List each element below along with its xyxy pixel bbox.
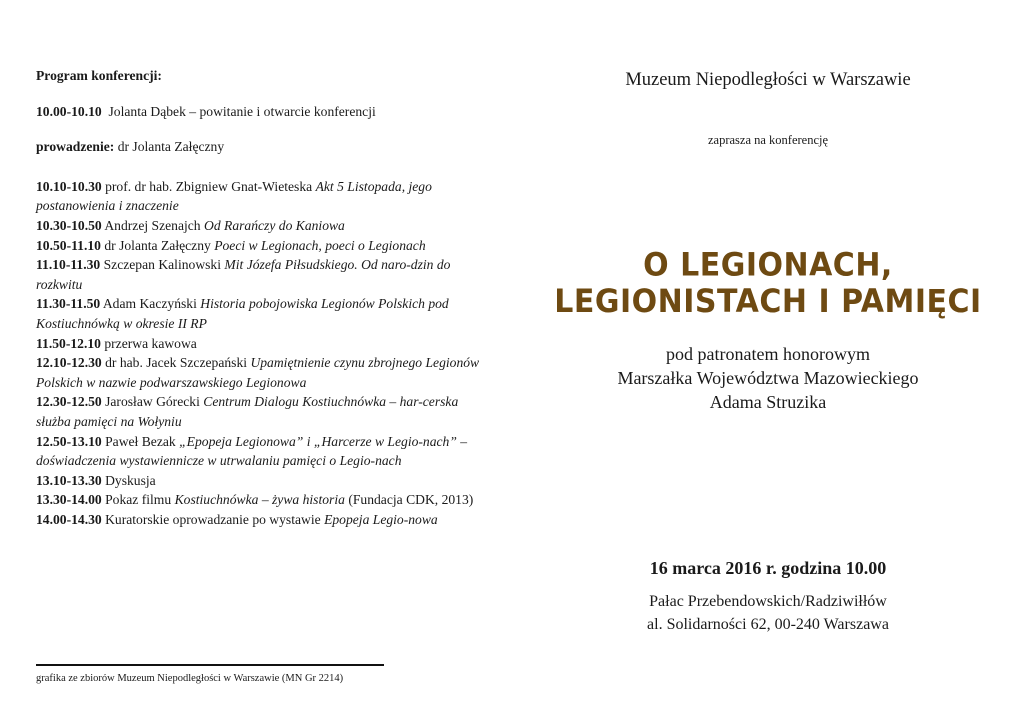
- patronage: [512, 342, 1024, 414]
- program-item-speaker: Szczepan Kalinowski: [103, 257, 222, 273]
- opening-text: Jolanta Dąbek – powitanie i otwarcie konferencji: [108, 103, 376, 119]
- footer-divider: [36, 664, 384, 666]
- program-item-time: 11.50-12.10: [36, 335, 101, 351]
- program-item-title: Historia pobojowiska Legionów Polskich pod Kostiuchnówką w okresie II RP: [36, 296, 449, 331]
- program-list: [36, 177, 486, 530]
- program-item-title: Poeci w Legionach, poeci o Legionach: [214, 237, 426, 253]
- program-item-speaker: Adam Kaczyński: [102, 296, 197, 312]
- invite-line: zaprasza na konferencję: [707, 133, 829, 147]
- patron-line-1: pod patronatem honorowym: [666, 344, 870, 364]
- program-item-speaker: Jarosław Górecki: [105, 394, 200, 410]
- program-item: [36, 255, 486, 294]
- program-item-time: 12.50-13.10: [36, 433, 102, 449]
- program-item-time: 12.30-12.50: [36, 394, 102, 410]
- program-item-title: Epopeja Legio-nowa: [324, 511, 438, 527]
- event-date: 16 marca 2016 r. godzina 10.00: [649, 558, 887, 578]
- opening-time: 10.00-10.10: [36, 103, 102, 119]
- image-credit: grafika ze zbiorów Muzeum Niepodległości w Warszawie (MN Gr 2214): [36, 673, 344, 684]
- program-item-time: 13.30-14.00: [36, 492, 102, 508]
- patron-line-3: Adama Struzika: [709, 392, 827, 412]
- program-item-title: Mit Józefa Piłsudskiego. Od naro-dzin do rozkwitu: [36, 257, 451, 292]
- program-item: [36, 334, 486, 354]
- program-item-time: 11.30-11.50: [36, 296, 101, 312]
- invitation-column: [512, 0, 1024, 723]
- program-item-time: 10.30-10.50: [36, 217, 102, 233]
- program-item-title: „Epopeja Legionowa” i „Harcerze w Legio-nach” – doświadczenia wystawiennicze w utrwalaniu pamięci o Legio-nach: [36, 433, 468, 469]
- program-item: [36, 490, 486, 510]
- program-item-time: 14.00-14.30: [36, 511, 102, 527]
- program-item-title: Centrum Dialogu Kostiuchnówka – har-cerska służba pamięci na Wołyniu: [36, 394, 459, 429]
- program-item-time: 12.10-12.30: [36, 355, 102, 371]
- program-item-title: Upamiętnienie czynu zbrojnego Legionów Polskich w nazwie podwarszawskiego Legionowa: [36, 355, 480, 390]
- program-item: [36, 177, 486, 216]
- program-item: [36, 471, 486, 491]
- program-item: [36, 392, 486, 431]
- program-item-speaker: Pokaz filmu: [105, 492, 172, 508]
- program-item: [36, 432, 486, 471]
- venue: [512, 590, 1024, 636]
- program-column: [36, 66, 486, 529]
- host-name: dr Jolanta Załęczny: [117, 139, 225, 155]
- museum-name: Muzeum Niepodległości w Warszawie: [625, 70, 911, 90]
- program-item-time: 11.10-11.30: [36, 257, 101, 273]
- program-item-time: 10.50-11.10: [36, 237, 101, 253]
- program-item: [36, 294, 486, 333]
- host-label: prowadzenie:: [36, 139, 115, 155]
- venue-line-2: al. Solidarności 62, 00-240 Warszawa: [647, 616, 889, 633]
- venue-line-1: Pałac Przebendowskich/Radziwiłłów: [649, 593, 887, 610]
- program-item-speaker: dr hab. Jacek Szczepański: [105, 355, 248, 371]
- program-item-extra: (Fundacja CDK, 2013): [348, 492, 474, 508]
- program-item-speaker: prof. dr hab. Zbigniew Gnat-Wieteska: [105, 178, 313, 194]
- host-entry: [36, 137, 486, 157]
- program-item-speaker: przerwa kawowa: [104, 335, 197, 351]
- program-item-title: Kostiuchnówka – żywa historia: [174, 492, 345, 508]
- opening-entry: [36, 102, 486, 122]
- program-item: [36, 216, 486, 236]
- program-heading: Program konferencji:: [36, 68, 162, 83]
- program-item-speaker: dr Jolanta Załęczny: [104, 237, 211, 253]
- program-item-speaker: Kuratorskie oprowadzanie po wystawie: [105, 511, 321, 527]
- program-item: [36, 510, 486, 530]
- program-item-time: 10.10-10.30: [36, 178, 102, 194]
- patron-line-2: Marszałka Województwa Mazowieckiego: [617, 368, 919, 388]
- program-item: [36, 353, 486, 392]
- program-item-speaker: Andrzej Szenajch: [104, 217, 201, 233]
- program-item-title: Od Rarańczy do Kaniowa: [204, 217, 345, 233]
- program-item-speaker: Paweł Bezak: [105, 433, 176, 449]
- conference-title: [512, 247, 1024, 320]
- program-item-title: Akt 5 Listopada, jego postanowienia i znaczenie: [36, 178, 432, 214]
- program-item-speaker: Dyskusja: [105, 472, 156, 488]
- title-line-1: O LEGIONACH,: [643, 246, 893, 284]
- program-item: [36, 236, 486, 256]
- title-line-2: LEGIONISTACH I PAMIĘCI: [554, 282, 982, 321]
- program-item-time: 13.10-13.30: [36, 472, 102, 488]
